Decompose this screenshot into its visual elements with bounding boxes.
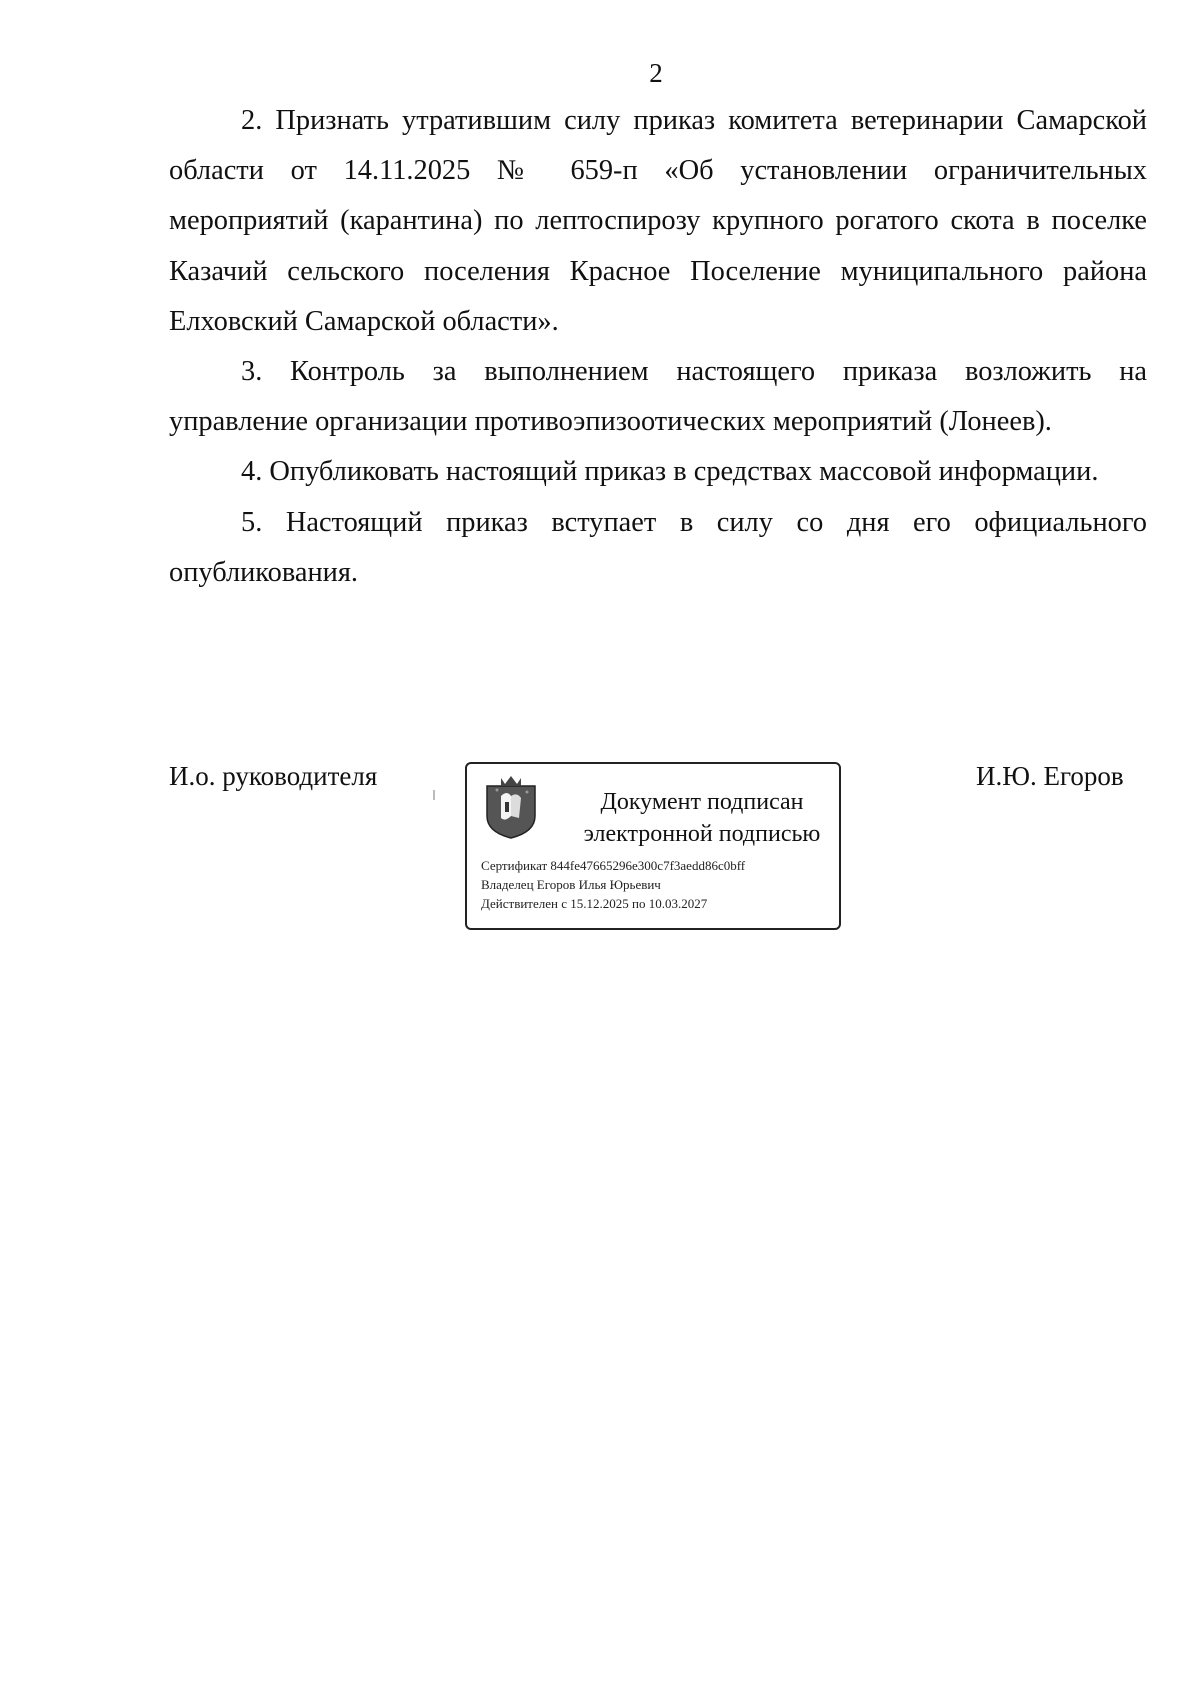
certificate-validity: Действителен с 15.12.2025 по 10.03.2027 bbox=[481, 896, 708, 911]
certificate-owner: Владелец Егоров Илья Юрьевич bbox=[481, 877, 661, 892]
certificate-number: Сертификат 844fe47665296e300c7f3aedd86c0bff bbox=[481, 858, 746, 873]
stamp-title bbox=[567, 786, 837, 850]
page-number: 2 bbox=[649, 58, 663, 88]
stamp-details bbox=[481, 856, 745, 913]
document-body bbox=[169, 96, 1147, 598]
signatory-name: И.Ю. Егоров bbox=[976, 761, 1124, 791]
stamp-title-line-1: Документ подписан bbox=[600, 789, 804, 815]
paragraph-3: 3. Контроль за выполнением настоящего приказа возложить на управление организации противоэпизоотических мероприятий (Лонеев). bbox=[169, 356, 1147, 438]
coat-of-arms-icon bbox=[481, 772, 541, 840]
paragraph-5: 5. Настоящий приказ вступает в силу со дня его официального опубликования. bbox=[169, 506, 1147, 588]
scan-speck bbox=[433, 790, 435, 800]
paragraph-2: 2. Признать утратившим силу приказ комитета ветеринарии Самарской области от 14.11.2025 № 659-п «Об установлении ограничительных мероприятий (карантина) по лептоспирозу крупного рогатого скота в поселке Казачий сельского поселения Красное Поселение муниципального района Елховский Самарской области». bbox=[169, 105, 1147, 337]
signatory-position: И.о. руководителя bbox=[169, 761, 378, 791]
stamp-title-line-2: электронной подписью bbox=[583, 821, 821, 847]
electronic-signature-stamp bbox=[465, 762, 841, 930]
paragraph-4: 4. Опубликовать настоящий приказ в средствах массовой информации. bbox=[241, 456, 1099, 488]
